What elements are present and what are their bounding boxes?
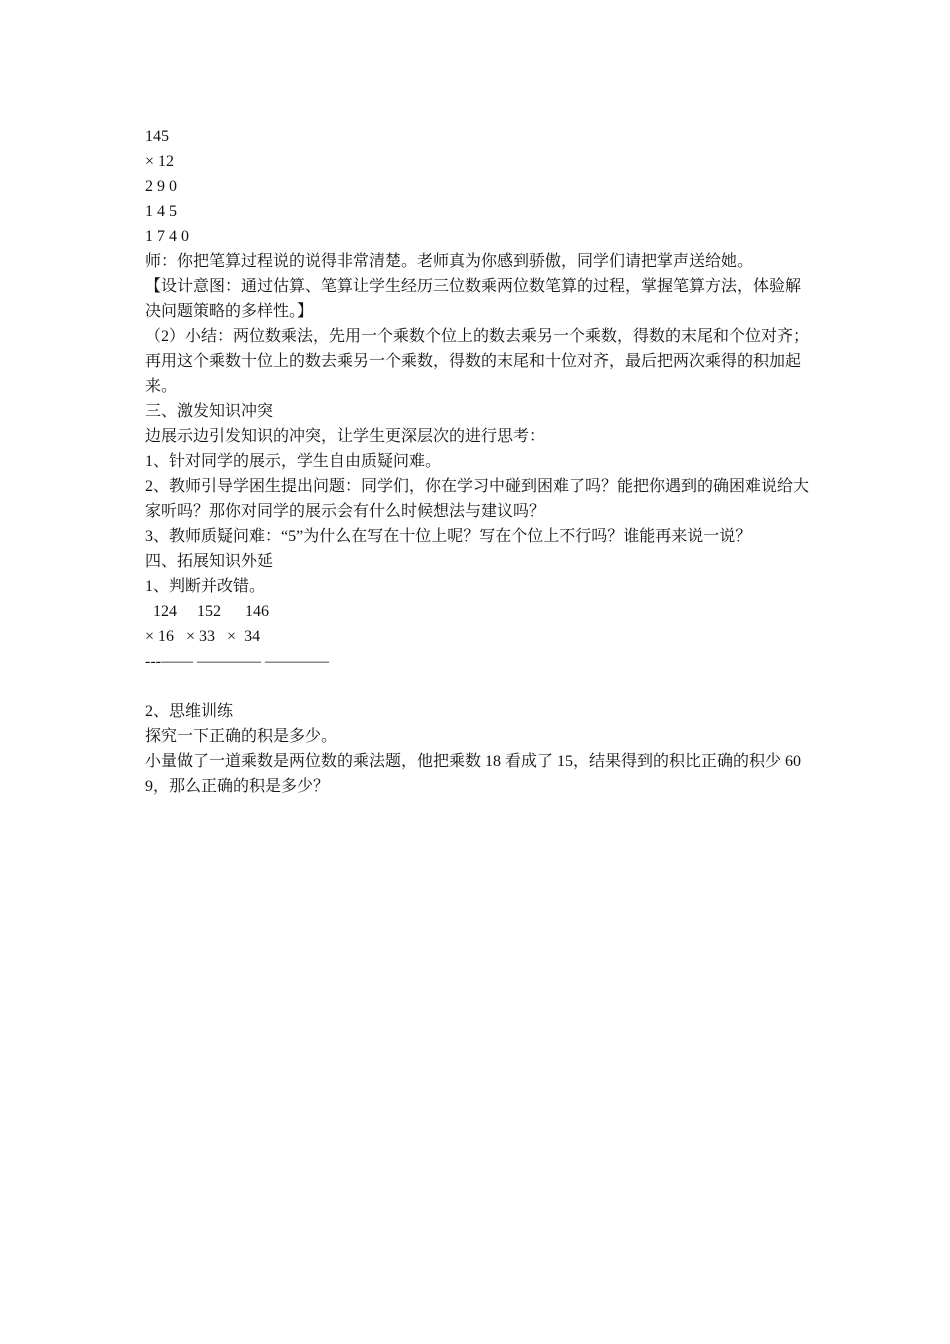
calc-partial-product-2: 1 4 5 (145, 203, 177, 220)
exercise-2-problem: 小量做了一道乘数是两位数的乘法题，他把乘数 18 看成了 15，结果得到的积比正确的积少 609，那么正确的积是多少？ (145, 753, 802, 795)
section-3-item-3: 3、教师质疑问难：“5”为什么在写在十位上呢？写在个位上不行吗？谁能再来说一说？ (145, 528, 752, 545)
design-intent: 【设计意图：通过估算、笔算让学生经历三位数乘两位数笔算的过程，掌握笔算方法，体验解决问题策略的多样性。】 (145, 278, 802, 320)
blank-line (145, 674, 810, 699)
exercise-1-answer-lines: ---—— ———— ———— (145, 653, 329, 670)
exercise-1-multiplicands: 124 152 146 (145, 603, 269, 620)
teacher-praise: 师：你把笔算过程说的说得非常清楚。老师真为你感到骄傲，同学们请把掌声送给她。 (145, 253, 754, 270)
section-3-item-2: 2、教师引导学困生提出问题：同学们，你在学习中碰到困难了吗？能把你遇到的确困难说给大家听吗？那你对同学的展示会有什么时候想法与建议吗？ (145, 478, 810, 520)
calc-multiplier: × 12 (145, 153, 175, 170)
calc-multiplicand: 145 (145, 128, 169, 145)
exercise-1-multipliers: × 16 × 33 × 34 (145, 628, 261, 645)
section-3-item-1: 1、针对同学的展示，学生自由质疑问难。 (145, 453, 442, 470)
section-3-intro: 边展示边引发知识的冲突，让学生更深层次的进行思考： (145, 428, 546, 445)
calc-product: 1 7 4 0 (145, 228, 189, 245)
calc-partial-product-1: 2 9 0 (145, 178, 177, 195)
exercise-2-title: 2、思维训练 (145, 703, 234, 720)
section-3-heading: 三、激发知识冲突 (145, 403, 274, 420)
exercise-2-subtitle: 探究一下正确的积是多少。 (145, 728, 338, 745)
exercise-1-title: 1、判断并改错。 (145, 578, 266, 595)
document-page (145, 124, 810, 799)
summary-paragraph: （2）小结：两位数乘法，先用一个乘数个位上的数去乘另一个乘数，得数的末尾和个位对齐；再用这个乘数十位上的数去乘另一个乘数，得数的末尾和十位对齐，最后把两次乘得的积加起来。 (145, 328, 810, 395)
section-4-heading: 四、拓展知识外延 (145, 553, 274, 570)
